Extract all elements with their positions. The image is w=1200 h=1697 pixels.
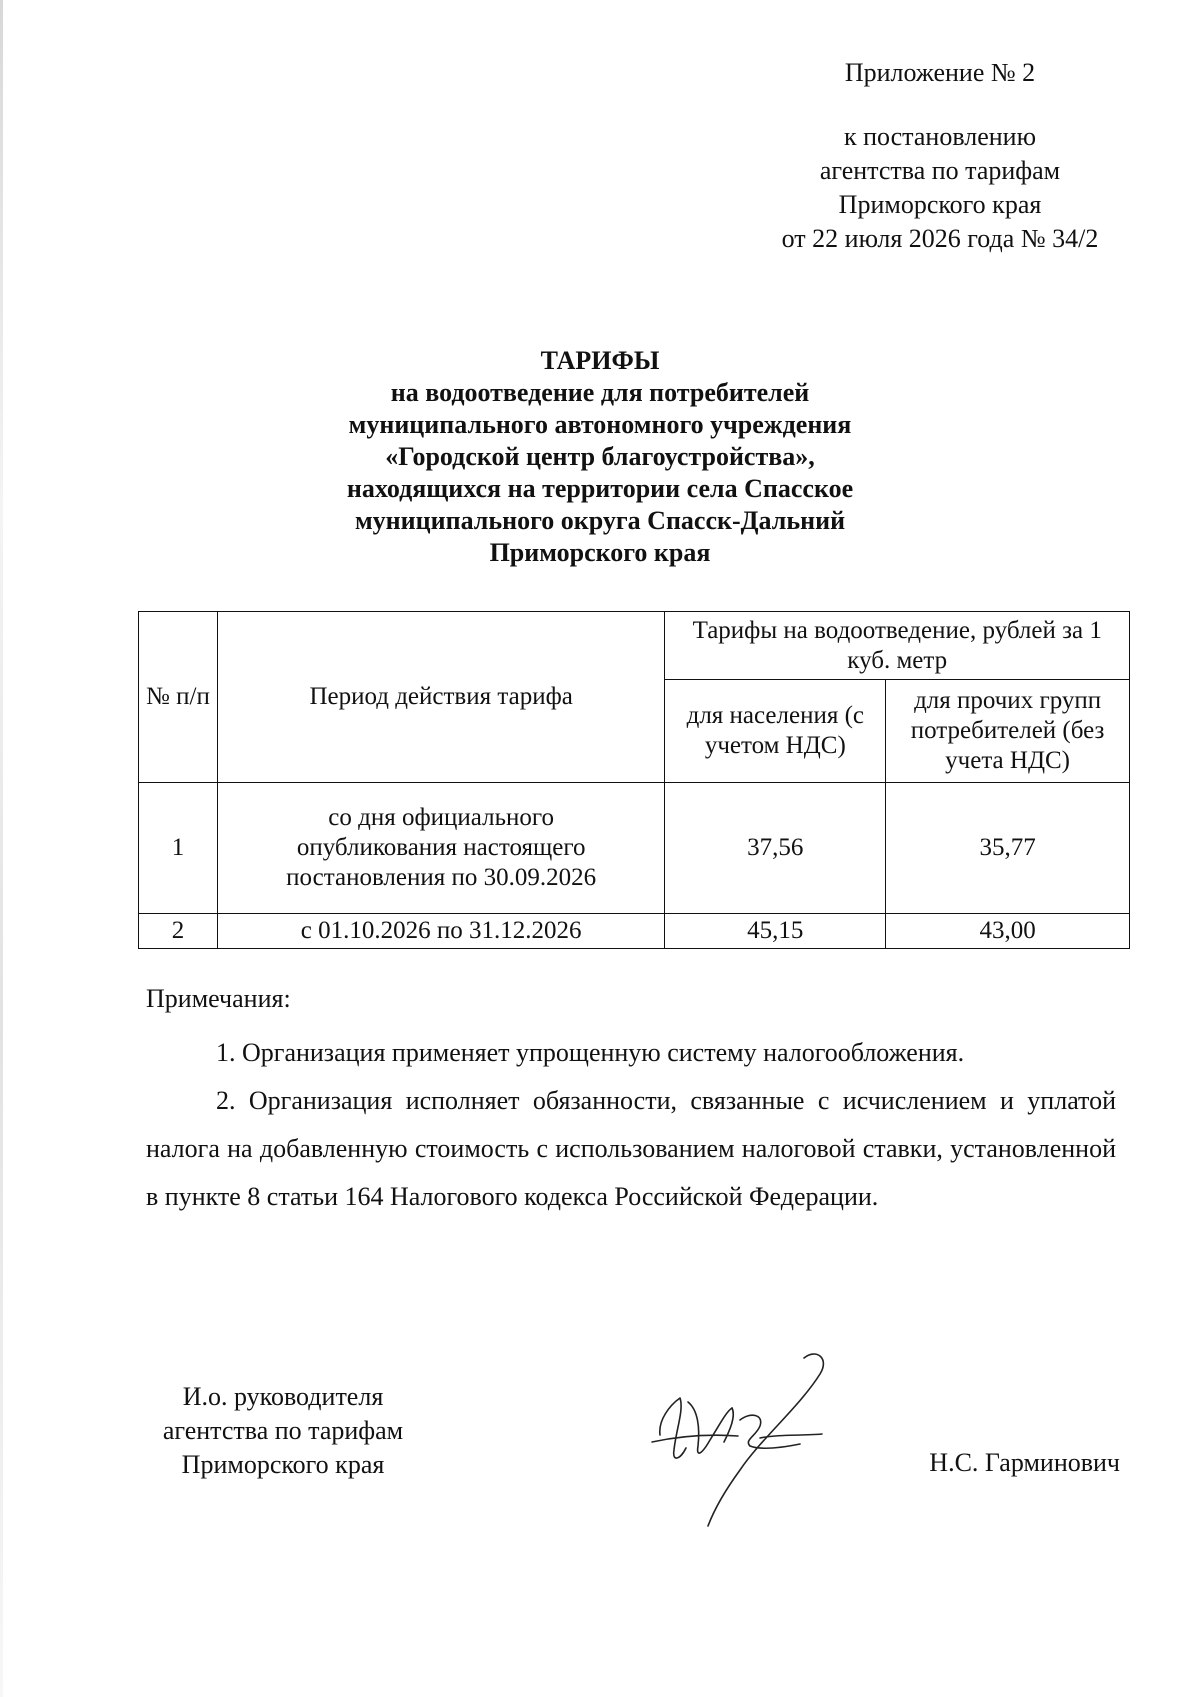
row-others-tariff: 35,77: [886, 783, 1130, 914]
row-num: 2: [139, 914, 218, 949]
annex-number: Приложение № 2: [844, 58, 1036, 87]
note-item: 2. Организация исполняет обязанности, связанные с исчислением и уплатой налога на добавленную стоимость с использованием налоговой ставки, установленной в пункте 8 статьи 164 Налогового кодекса Российской Федерации.: [146, 1086, 1116, 1211]
row-population-tariff: 37,56: [665, 783, 886, 914]
table-header-row: [139, 612, 1130, 680]
title-line: муниципального автономного учреждения: [348, 410, 852, 439]
header-others: для прочих групп потребителей (без учета НДС): [886, 680, 1130, 783]
signer-name: Н.С. Гарминович: [929, 1448, 1120, 1477]
signer-role-line: Приморского края: [181, 1450, 385, 1479]
annex-ref-line: агентства по тарифам: [819, 156, 1061, 185]
header-period: Период действия тарифа: [217, 612, 665, 783]
annex-header: [760, 56, 1120, 256]
annex-date-line: от 22 июля 2026 года № 34/2: [781, 224, 1099, 253]
header-population: для населения (с учетом НДС): [665, 680, 886, 783]
title-line: «Городской центр благоустройства»,: [385, 442, 815, 471]
annex-ref-line: Приморского края: [838, 190, 1042, 219]
notes-section: [146, 975, 1116, 1221]
row-num: 1: [139, 783, 218, 914]
title-line: на водоотведение для потребителей: [390, 378, 810, 407]
header-tariff-group: Тарифы на водоотведение, рублей за 1 куб. метр: [665, 612, 1130, 680]
table-row: [139, 783, 1130, 914]
title-line: муниципального округа Спасск-Дальний: [354, 506, 846, 535]
handwritten-signature: [640, 1350, 850, 1530]
title-line: Приморского края: [489, 538, 711, 567]
signer-role-line: агентства по тарифам: [162, 1416, 404, 1445]
header-num: № п/п: [139, 612, 218, 783]
title-line: находящихся на территории села Спасское: [346, 474, 854, 503]
signer-title: [138, 1380, 428, 1482]
row-others-tariff: 43,00: [886, 914, 1130, 949]
table-row: [139, 914, 1130, 949]
scan-edge: [0, 0, 3, 1697]
signer-role-line: И.о. руководителя: [182, 1382, 384, 1411]
notes-heading: Примечания:: [146, 984, 291, 1013]
document-title: [200, 345, 1000, 569]
title-line: ТАРИФЫ: [540, 346, 660, 375]
row-population-tariff: 45,15: [665, 914, 886, 949]
annex-ref-line: к постановлению: [843, 122, 1037, 151]
row-period: со дня официального опубликования настоящего постановления по 30.09.2026: [217, 783, 665, 914]
note-item: 1. Организация применяет упрощенную систему налогообложения.: [216, 1038, 965, 1067]
tariff-table: [138, 611, 1130, 949]
row-period: с 01.10.2026 по 31.12.2026: [217, 914, 665, 949]
